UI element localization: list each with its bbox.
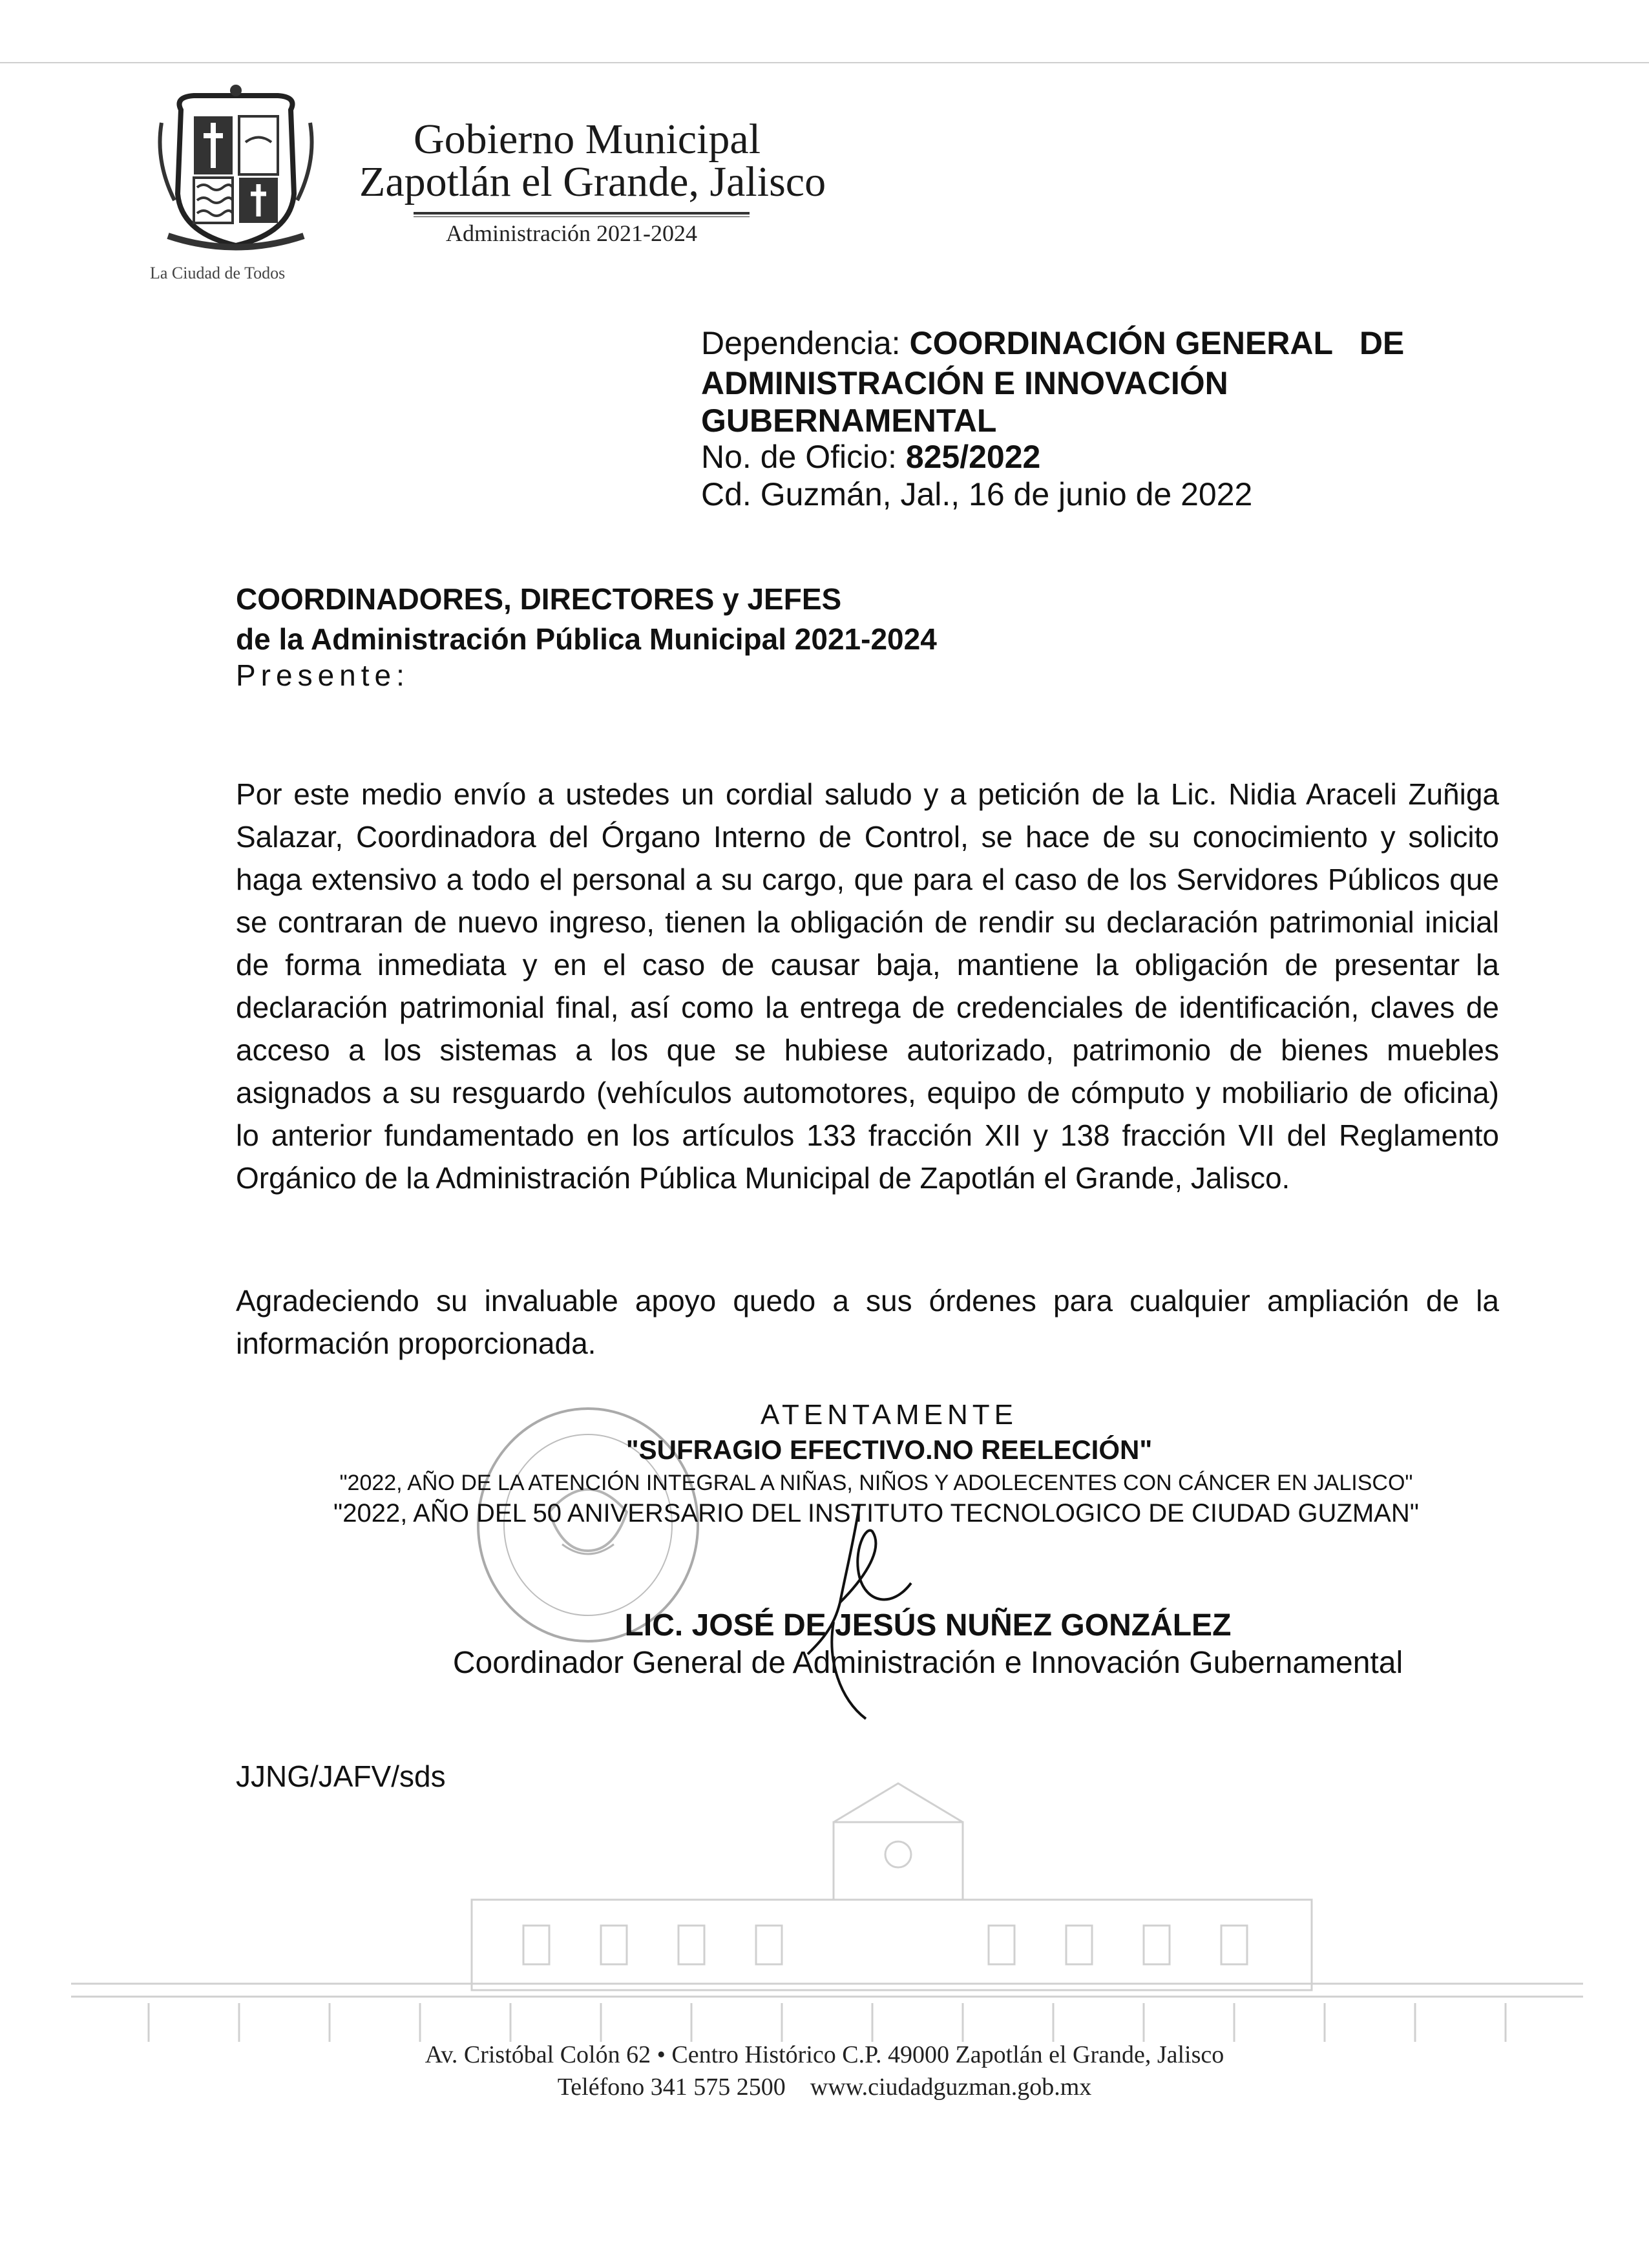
signer-name: LIC. JOSÉ DE JESÚS NUÑEZ GONZÁLEZ xyxy=(624,1608,1232,1643)
greeting: Presente: xyxy=(236,658,410,692)
dependency-value-1: COORDINACIÓN GENERAL DE xyxy=(909,325,1405,361)
signer-role: Coordinador General de Administración e Innovación Gubernamental xyxy=(452,1646,1403,1680)
city-motto: La Ciudad de Todos xyxy=(150,264,286,282)
top-scan-rule xyxy=(0,62,1649,63)
body-paragraph-2: Agradeciendo su invaluable apoyo quedo a sus órdenes para cualquier ampliación de la información proporcionada. xyxy=(236,1284,1499,1360)
reference-initials: JJNG/JAFV/sds xyxy=(236,1759,446,1793)
oficio-number xyxy=(701,437,1040,477)
oficio-label: No. de Oficio: xyxy=(701,439,897,475)
closing-motto: "SUFRAGIO EFECTIVO.NO REELECIÓN" xyxy=(625,1434,1153,1465)
oficio-value: 825/2022 xyxy=(905,439,1041,475)
recipient-line2: de la Administración Pública Municipal 2021-2024 xyxy=(236,622,937,656)
municipal-crest-logo xyxy=(155,84,317,258)
header-divider xyxy=(414,212,750,215)
dependency-value-3: GUBERNAMENTAL xyxy=(701,403,997,439)
administration-period: Administración 2021-2024 xyxy=(446,220,697,246)
government-name-line2: Zapotlán el Grande, Jalisco xyxy=(359,158,826,205)
header-divider-thin xyxy=(414,216,750,217)
place-date: Cd. Guzmán, Jal., 16 de junio de 2022 xyxy=(701,476,1253,512)
building-watermark xyxy=(71,1770,1583,2068)
body-paragraph-1: Por este medio envío a ustedes un cordial saludo y a petición de la Lic. Nidia Araceli Zuñiga Salazar, Coordinadora del Órgano Interno de Control, se hace de su conocimiento y solicito haga extensivo a todo el personal a su cargo, que para el caso de los Servidores Públicos que se contraran de nuevo ingreso, tienen la obligación de rendir su declaración patrimonial inicial de forma inmediata y en el caso de causar baja, mantiene la obligación de presentar la declaración patrimonial final, así como la entrega de credenciales de identificación, claves de acceso a los sistemas a los que se hubiese autorizado, patrimonio de bienes muebles asignados a su resguardo (vehículos automotores, equipo de cómputo y mobiliario de oficina) lo anterior fundamentado en los artículos 133 fracción XII y 138 fracción VII del Reglamento Orgánico de la Administración Pública Municipal de Zapotlán el Grande, Jalisco. xyxy=(236,777,1499,1195)
government-name-line1: Gobierno Municipal xyxy=(414,116,761,163)
footer-address: Av. Cristóbal Colón 62 • Centro Histórico C.P. 49000 Zapotlán el Grande, Jalisco xyxy=(425,2041,1224,2068)
year-motto-1: "2022, AÑO DE LA ATENCIÓN INTEGRAL A NIÑAS, NIÑOS Y ADOLECENTES CON CÁNCER EN JALISCO" xyxy=(339,1471,1413,1495)
recipient-line1: COORDINADORES, DIRECTORES y JEFES xyxy=(236,582,842,616)
footer-contact: Teléfono 341 575 2500 www.ciudadguzman.gob.mx xyxy=(557,2074,1092,2101)
dependency-value-2: ADMINISTRACIÓN E INNOVACIÓN xyxy=(701,365,1228,401)
dependency-line xyxy=(701,323,1404,363)
year-motto-2: "2022, AÑO DEL 50 ANIVERSARIO DEL INSTITUTO TECNOLOGICO DE CIUDAD GUZMAN" xyxy=(333,1499,1419,1528)
dependency-label: Dependencia: xyxy=(701,325,901,361)
closing-salutation: ATENTAMENTE xyxy=(760,1399,1018,1431)
